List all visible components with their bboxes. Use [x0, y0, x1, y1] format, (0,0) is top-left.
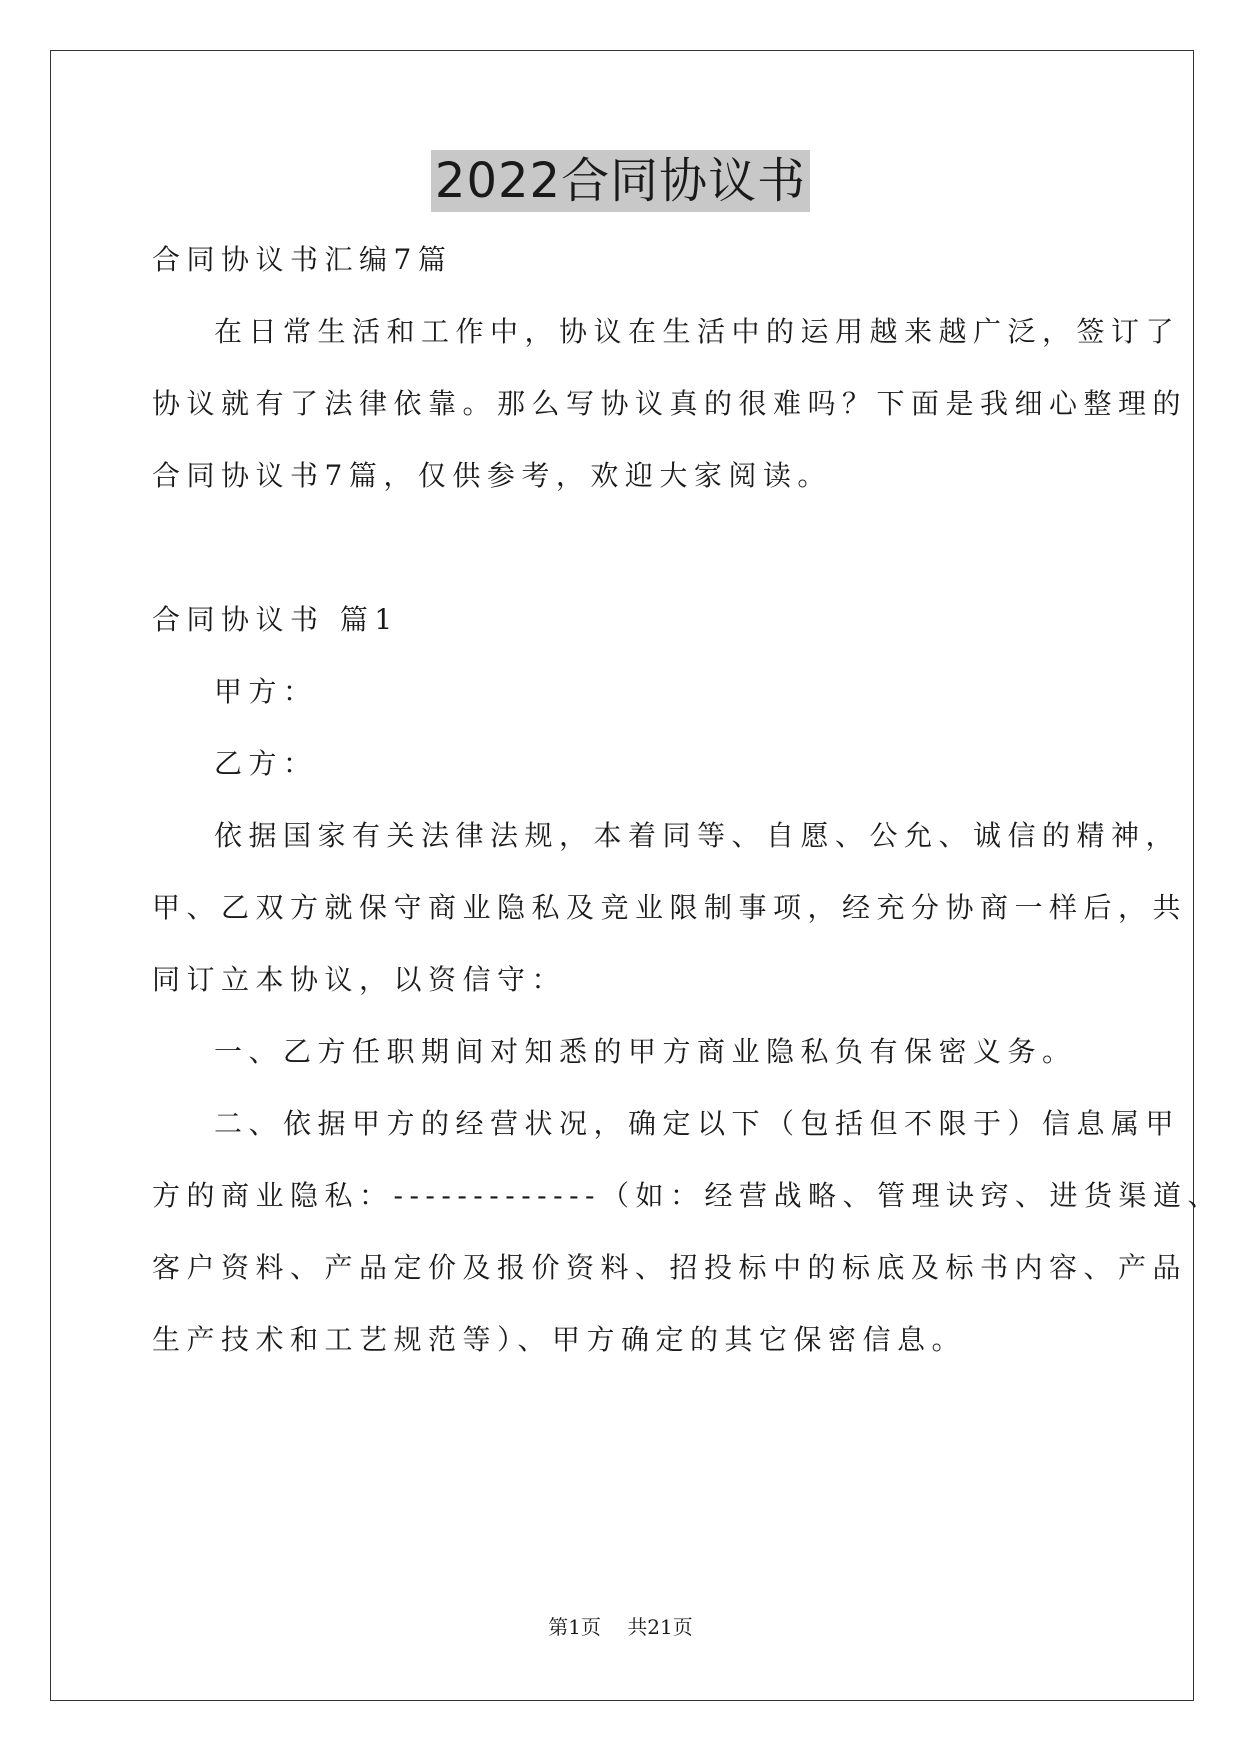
body-line: 生产技术和工艺规范等）、甲方确定的其它保密信息。 [152, 1323, 967, 1356]
party-b-label: 乙方： [214, 747, 318, 780]
page-footer [0, 1614, 1241, 1640]
body-line: 甲、乙双方就保守商业隐私及竞业限制事项，经充分协商一样后，共 [152, 891, 1188, 924]
document-subtitle: 合同协议书汇编7篇 [152, 243, 453, 276]
title-container [0, 150, 1241, 212]
page-number: 第1页 [548, 1615, 601, 1639]
intro-line: 在日常生活和工作中，协议在生活中的运用越来越广泛，签订了 [214, 315, 1181, 348]
document-title: 2022合同协议书 [431, 150, 810, 212]
page-total: 共21页 [627, 1615, 693, 1639]
intro-line: 合同协议书7篇，仅供参考，欢迎大家阅读。 [152, 459, 832, 492]
body-line: 客户资料、产品定价及报价资料、招投标中的标底及标书内容、产品 [152, 1251, 1188, 1284]
body-line: 方的商业隐私：-------------（如：经营战略、管理诀窍、进货渠道、 [152, 1179, 1222, 1212]
body-line: 一、乙方任职期间对知悉的甲方商业隐私负有保密义务。 [214, 1035, 1077, 1068]
page-border [50, 50, 1222, 1701]
body-line: 同订立本协议，以资信守： [152, 963, 567, 996]
intro-line: 协议就有了法律依靠。那么写协议真的很难吗？下面是我细心整理的 [152, 387, 1188, 420]
party-a-label: 甲方： [214, 675, 318, 708]
body-line: 依据国家有关法律法规，本着同等、自愿、公允、诚信的精神， [214, 819, 1181, 852]
section-heading: 合同协议书 篇1 [152, 603, 399, 636]
body-line: 二、依据甲方的经营状况，确定以下（包括但不限于）信息属甲 [214, 1107, 1181, 1140]
